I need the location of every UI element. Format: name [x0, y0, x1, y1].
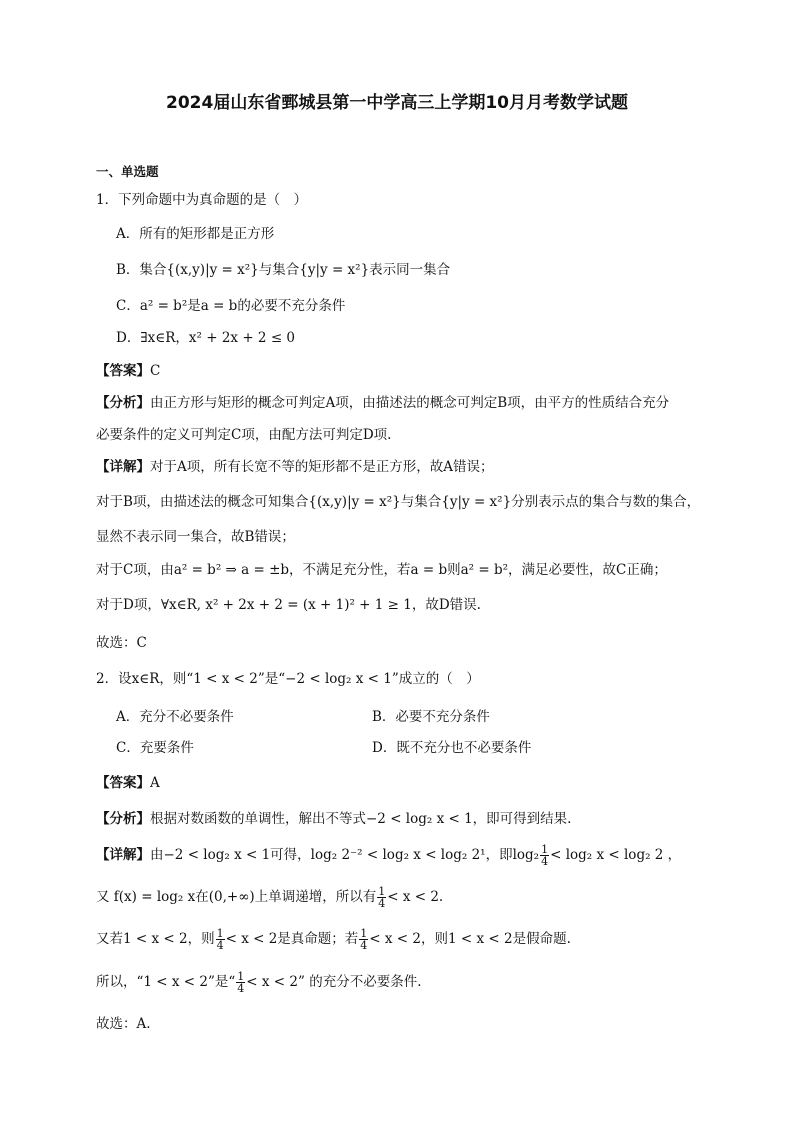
fraction-numerator: 1: [378, 885, 386, 898]
detail1-b: < log₂ x < log₂ 2 ，: [550, 847, 682, 863]
detail3-c: < x < 2，则1 < x < 2是假命题.: [369, 931, 571, 947]
page-title: 2024届山东省鄄城县第一中学高三上学期10月月考数学试题: [166, 93, 628, 113]
q2-option-c: C．充要条件: [116, 740, 194, 756]
detail2-set1: {(x,y)|y = x²}: [308, 494, 401, 510]
detail2-pre: 对于B项，由描述法的概念可知集合: [96, 494, 309, 510]
answer-value: A: [150, 775, 160, 791]
detail-tag: 【详解】: [96, 459, 150, 475]
q2-choice: 故选：A.: [96, 1016, 151, 1032]
analysis-tag: 【分析】: [96, 395, 150, 411]
section-heading: 一、单选题: [96, 164, 159, 179]
fraction-denominator: 4: [216, 939, 224, 952]
analysis-text: 由正方形与矩形的概念可判定A项，由描述法的概念可判定B项，由平方的性质结合充分: [150, 395, 670, 411]
q1-option-b-set1: {(x,y)|y = x²}: [166, 262, 259, 278]
q2-detail-line3: [96, 927, 571, 951]
q1-option-c: C．a² = b²是a = b的必要不充分条件: [116, 298, 346, 314]
q1-option-b-pre: B．集合: [116, 262, 167, 278]
detail2-mid: 与集合: [400, 494, 442, 510]
fraction-denominator: 4: [378, 897, 386, 910]
fraction-numerator: 1: [541, 843, 549, 856]
q2-detail-line1: [96, 843, 681, 867]
q2-answer: [96, 771, 160, 791]
q1-option-b: [116, 258, 450, 278]
fraction-denominator: 4: [237, 982, 245, 995]
q1-detail-line1: [96, 455, 494, 475]
q1-option-b-mid: 与集合: [258, 262, 300, 278]
fraction-denominator: 4: [360, 939, 368, 952]
q1-option-b-set2: {y|y = x²}: [299, 262, 370, 278]
detail3-b: < x < 2是真命题；若: [225, 931, 359, 947]
q2-detail-line4: [96, 970, 421, 994]
detail2-b: < x < 2.: [387, 889, 444, 905]
q1-choice: 故选：C: [96, 635, 147, 651]
q1-analysis-line1: [96, 391, 669, 411]
analysis-tag: 【分析】: [96, 811, 150, 827]
q1-detail-line5: 对于D项，∀x∈R, x² + 2x + 2 = (x + 1)² + 1 ≥ 1，故D错误.: [96, 597, 481, 613]
fraction-numerator: 1: [360, 927, 368, 940]
answer-tag: 【答案】: [96, 363, 150, 379]
q2-analysis: [96, 807, 571, 827]
q1-detail-line4: 对于C项，由a² = b² ⇒ a = ±b，不满足充分性，若a = b则a² = b²，满足必要性，故C正确；: [96, 562, 667, 578]
detail4-a: 所以，“1 < x < 2”是“: [96, 974, 236, 990]
fraction-quarter: [540, 844, 549, 867]
analysis-text: 根据对数函数的单调性，解出不等式−2 < log₂ x < 1，即可得到结果.: [150, 811, 572, 827]
fraction-numerator: 1: [216, 927, 224, 940]
q1-analysis-line2: 必要条件的定义可判定C项，由配方法可判定D项.: [96, 427, 392, 443]
detail3-a: 又若1 < x < 2，则: [96, 931, 215, 947]
q1-detail-line3: 显然不表示同一集合，故B错误；: [96, 529, 295, 545]
q1-answer: [96, 359, 160, 379]
fraction-quarter: [216, 928, 225, 951]
q1-option-a: A．所有的矩形都是正方形: [116, 226, 275, 242]
detail4-b: < x < 2” 的充分不必要条件.: [246, 974, 422, 990]
q2-detail-line2: [96, 885, 443, 909]
fraction-denominator: 4: [541, 855, 549, 868]
q2-option-a: A．充分不必要条件: [116, 709, 234, 725]
detail2-set2: {y|y = x²}: [441, 494, 512, 510]
detail2-a: 又 f(x) = log₂ x在(0,+∞)上单调递增，所以有: [96, 889, 377, 905]
fraction-quarter: [236, 971, 245, 994]
fraction-quarter: [359, 928, 368, 951]
answer-tag: 【答案】: [96, 775, 150, 791]
q1-stem: 1．下列命题中为真命题的是（ ）: [96, 192, 308, 208]
answer-value: C: [150, 363, 161, 379]
detail-text: 对于A项，所有长宽不等的矩形都不是正方形，故A错误；: [150, 459, 494, 475]
detail-tag: 【详解】: [96, 847, 150, 863]
fraction-quarter: [377, 886, 386, 909]
detail2-post: 分别表示点的集合与数的集合，: [511, 494, 701, 510]
q2-option-b: B．必要不充分条件: [372, 709, 490, 725]
q1-option-d: D．∃x∈R，x² + 2x + 2 ≤ 0: [116, 330, 296, 346]
q2-stem: 2．设x∈R，则“1 < x < 2”是“−2 < log₂ x < 1”成立的（ ）: [96, 671, 480, 687]
fraction-numerator: 1: [237, 970, 245, 983]
q2-option-d: D．既不充分也不必要条件: [372, 740, 532, 756]
q1-option-b-post: 表示同一集合: [369, 262, 451, 278]
q1-detail-line2: [96, 490, 700, 510]
detail1-a: 由−2 < log₂ x < 1可得，log₂ 2⁻² < log₂ x < log₂ 2¹，即log₂: [150, 847, 540, 863]
